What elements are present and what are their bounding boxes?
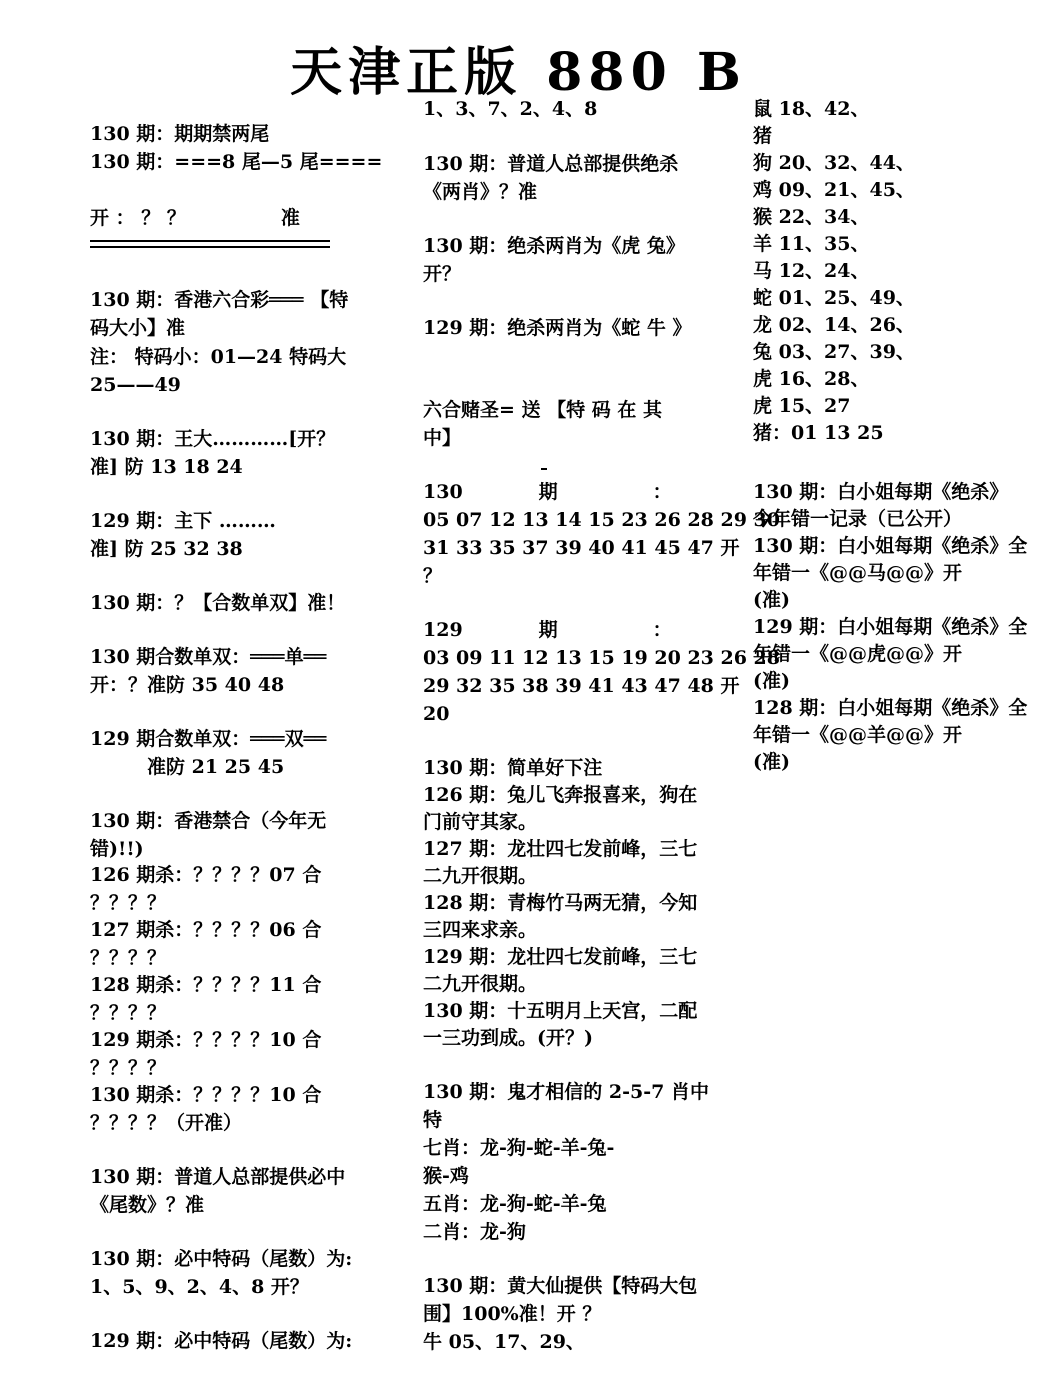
text-line: 牛 05、17、29、 (423, 1331, 585, 1353)
text-line: 准] 防 25 32 38 (90, 538, 243, 560)
text-line: 03 09 11 12 13 15 19 20 23 26 28 (423, 647, 780, 669)
text-line: 兔 03、27、39、 (753, 341, 915, 363)
text-line: 130 期：香港禁合（今年无 (90, 810, 327, 832)
text-line: 130 期：普道人总部提供绝杀 (423, 153, 679, 175)
text-line: 129 期杀：？？？？10 合 (90, 1029, 322, 1051)
double-rule (90, 240, 330, 248)
text-line: 130 期：普道人总部提供必中 (90, 1166, 346, 1188)
text-line: 130 期：王大…………[开？ (90, 428, 336, 450)
text-line: 准防 21 25 45 (90, 756, 285, 778)
text-line: 开 ： ？ ？ 准 (90, 207, 300, 229)
text-line: 错)!!) (90, 838, 144, 860)
text-line: 羊 11、35、 (753, 233, 870, 255)
text-line: 年错一《@@羊@@》开 (753, 724, 963, 746)
text-line: 130 期：绝杀两肖为《虎 兔》 (423, 235, 685, 257)
text-line: 130 期：？【合数单双】准！ (90, 592, 346, 614)
text-line: 127 期：龙壮四七发前峰，三七 (423, 838, 698, 860)
text-line: 1、3、7、2、4、8 (423, 98, 598, 120)
text-line: ？？？？ (90, 892, 167, 914)
text-line: 1、5、9、2、4、8 开？ (90, 1276, 309, 1298)
text-line: 25——49 (90, 374, 181, 396)
text-line: 六合赌圣= 送 【特 码 在 其 (423, 399, 662, 421)
text-line: 鼠 18、42、 (753, 98, 870, 120)
text-line: 猴 22、34、 (753, 206, 870, 228)
text-line: 开？ (423, 263, 462, 285)
text-line: 虎 15、27 (753, 395, 851, 417)
text-line: 128 期杀：？？？？11 合 (90, 974, 322, 996)
text-line: 129 期：必中特码（尾数）为: (90, 1330, 353, 1352)
text-line: 猪：01 13 25 (753, 422, 884, 444)
text-line: 二九开很期。 (423, 865, 538, 887)
text-line: 130 期：白小姐每期《绝杀》全 (753, 535, 1028, 557)
text-line: 中】 (423, 427, 462, 449)
text-line: 130 期 ： (423, 481, 672, 503)
text-line: 开：？准防 35 40 48 (90, 674, 285, 696)
text-line: 29 32 35 38 39 41 43 47 48 开 (423, 675, 740, 697)
text-line: (准) (753, 751, 790, 773)
text-line: 128 期：白小姐每期《绝杀》全 (753, 697, 1028, 719)
text-line: 码大小】准 (90, 317, 186, 339)
text-line: (准) (753, 589, 790, 611)
text-line: 鸡 09、21、45、 (753, 179, 915, 201)
text-line: 准] 防 13 18 24 (90, 456, 243, 478)
page-title: 天津正版 880 B (290, 42, 747, 103)
text-line: 127 期杀：？？？？06 合 (90, 919, 322, 941)
text-line: 05 07 12 13 14 15 23 26 28 29 30 (423, 509, 780, 531)
text-line: 130 期：香港六合彩═══ 【特 (90, 289, 349, 311)
text-line: 特 (423, 1109, 443, 1131)
text-line: 围】100%准！开 ？ (423, 1303, 602, 1325)
text-line: ？？？？ (90, 947, 167, 969)
text-line: 年错一《@@马@@》开 (753, 562, 963, 584)
text-line: 130 期合数单双：═══单══ (90, 646, 327, 668)
text-line: 今年错一记录（已公开） (753, 508, 963, 530)
text-line: ？？？？ (90, 1057, 167, 1079)
text-line: 126 期杀：？？？？07 合 (90, 864, 322, 886)
text-line: 128 期：青梅竹马两无猜，今知 (423, 892, 698, 914)
text-line: 猪 (753, 125, 773, 147)
text-line: 130 期：简单好下注 (423, 757, 603, 779)
text-line: 一三功到成。(开？) (423, 1027, 593, 1049)
text-line: 129 期：白小姐每期《绝杀》全 (753, 616, 1028, 638)
text-line: 129 期：绝杀两肖为《蛇 牛 》 (423, 317, 692, 339)
text-line: 猴-鸡 (423, 1165, 469, 1187)
stray-mark (541, 468, 547, 470)
text-line: 130 期：白小姐每期《绝杀》 (753, 481, 1009, 503)
text-line: 129 期 ： (423, 619, 672, 641)
text-line: 130 期：十五明月上天宫，二配 (423, 1000, 698, 1022)
text-line: 129 期合数单双：═══双══ (90, 728, 327, 750)
text-line: 129 期：龙壮四七发前峰，三七 (423, 946, 698, 968)
text-line: ？ (423, 565, 443, 587)
text-line: 130 期：必中特码（尾数）为: (90, 1248, 353, 1270)
text-line: 虎 16、28、 (753, 368, 870, 390)
text-line: 126 期：兔儿飞奔报喜来，狗在 (423, 784, 698, 806)
text-line: 年错一《@@虎@@》开 (753, 643, 963, 665)
text-line: 20 (423, 703, 450, 725)
text-line: 五肖：龙-狗-蛇-羊-兔 (423, 1193, 607, 1215)
text-line: 七肖：龙-狗-蛇-羊-兔- (423, 1137, 615, 1159)
text-line: ？？？？ (90, 1002, 167, 1024)
text-line: 二肖：龙-狗 (423, 1221, 526, 1243)
text-line: 31 33 35 37 39 40 41 45 47 开 (423, 537, 740, 559)
text-line: 马 12、24、 (753, 260, 870, 282)
text-line: 130 期：鬼才相信的 2-5-7 肖中 (423, 1081, 709, 1103)
text-line: 《尾数》？准 (90, 1194, 205, 1216)
text-line: 130 期：期期禁两尾 (90, 123, 270, 145)
text-line: ？？？？（开准） (90, 1112, 243, 1134)
text-line: 《两肖》？准 (423, 181, 538, 203)
text-line: 注： 特码小：01—24 特码大 (90, 346, 347, 368)
text-line: 门前守其家。 (423, 811, 538, 833)
text-line: 129 期：主下 ……… (90, 510, 276, 532)
text-line: (准) (753, 670, 790, 692)
text-line: 狗 20、32、44、 (753, 152, 915, 174)
text-line: 130 期：===8 尾—5 尾==== (90, 151, 383, 173)
text-line: 蛇 01、25、49、 (753, 287, 915, 309)
text-line: 二九开很期。 (423, 973, 538, 995)
text-line: 130 期杀：？？？？10 合 (90, 1084, 322, 1106)
text-line: 130 期：黄大仙提供【特码大包 (423, 1275, 698, 1297)
text-line: 三四来求亲。 (423, 919, 538, 941)
text-line: 龙 02、14、26、 (753, 314, 915, 336)
